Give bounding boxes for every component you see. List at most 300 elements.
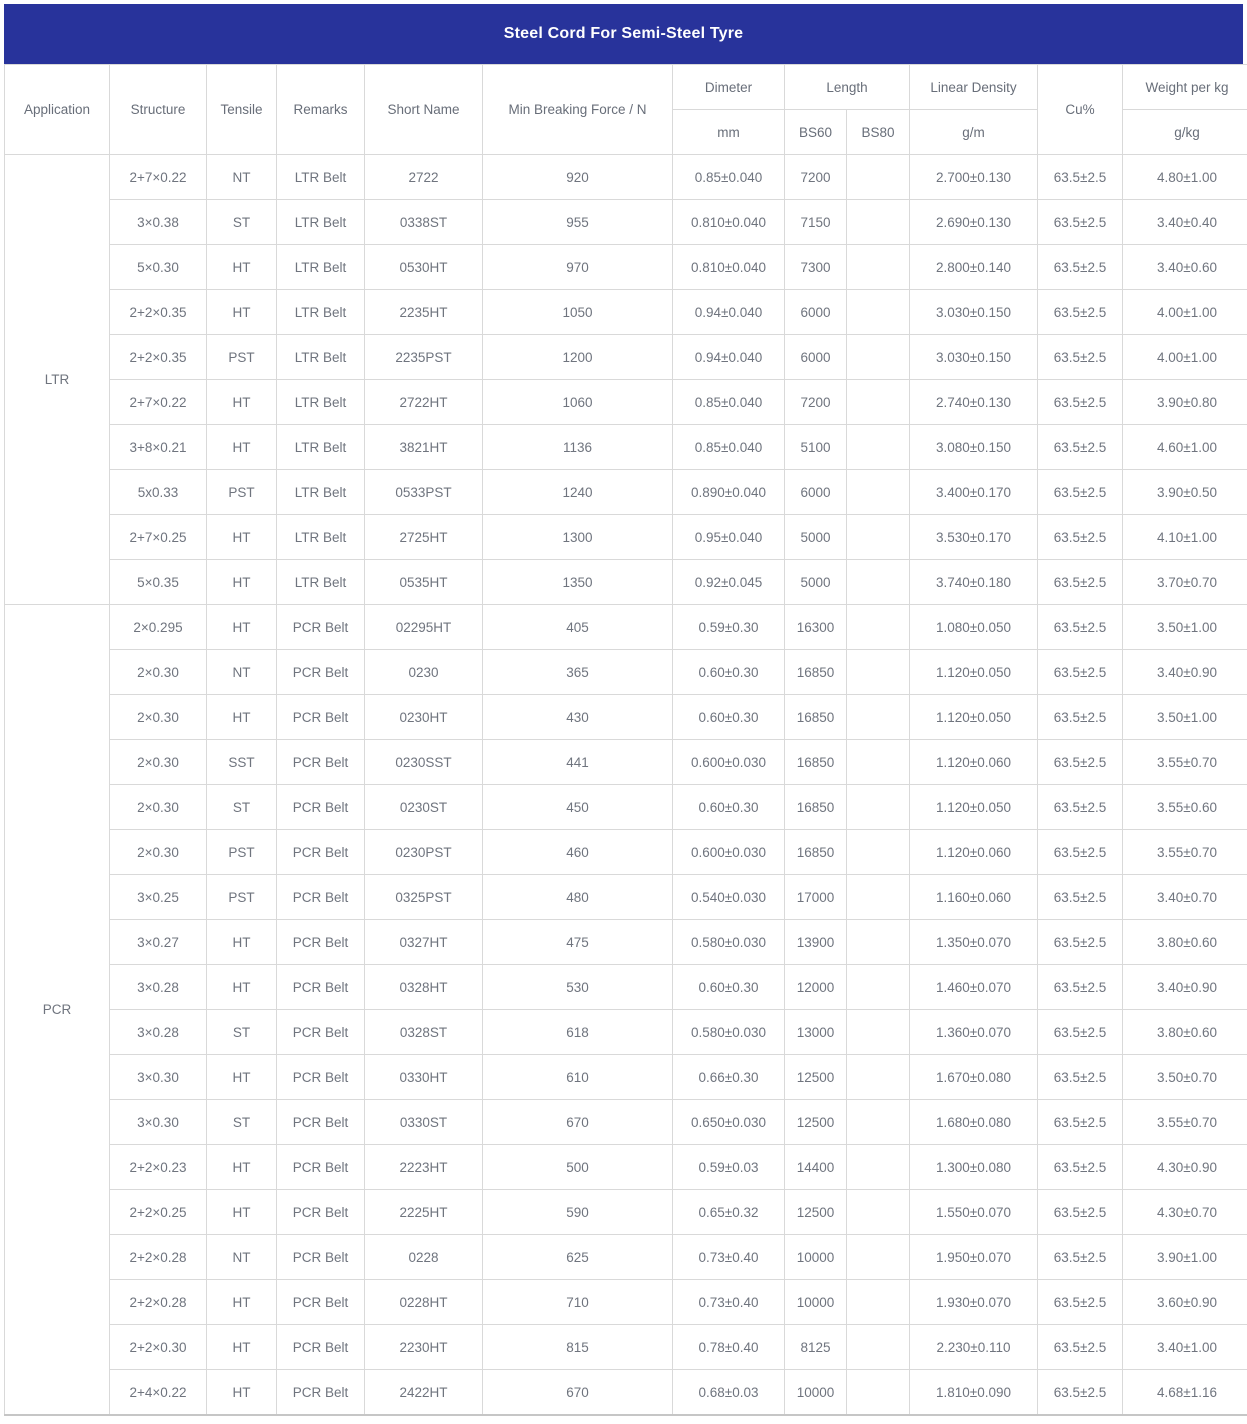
cell-structure: 5×0.35 (110, 560, 207, 605)
cell-tensile: HT (207, 425, 277, 470)
cell-short-name: 0230ST (365, 785, 483, 830)
cell-length-bs80 (847, 920, 910, 965)
cell-weight-per-kg: 4.30±0.70 (1123, 1190, 1247, 1235)
cell-cu-percent: 63.5±2.5 (1038, 380, 1123, 425)
cell-min-breaking-force: 441 (483, 740, 673, 785)
table-row (5, 425, 1247, 470)
cell-short-name: 2230HT (365, 1325, 483, 1370)
cell-length-bs80 (847, 1100, 910, 1145)
cell-diameter-mm: 0.580±0.030 (673, 1010, 785, 1055)
cell-weight-per-kg: 3.90±0.50 (1123, 470, 1247, 515)
cell-cu-percent: 63.5±2.5 (1038, 200, 1123, 245)
cell-cu-percent: 63.5±2.5 (1038, 830, 1123, 875)
cell-length-bs60: 8125 (785, 1325, 847, 1370)
cell-diameter-mm: 0.85±0.040 (673, 155, 785, 200)
cell-cu-percent: 63.5±2.5 (1038, 290, 1123, 335)
cell-diameter-mm: 0.78±0.40 (673, 1325, 785, 1370)
header-row-top (5, 65, 1247, 110)
cell-min-breaking-force: 610 (483, 1055, 673, 1100)
cell-short-name: 2235HT (365, 290, 483, 335)
cell-cu-percent: 63.5±2.5 (1038, 1100, 1123, 1145)
cell-cu-percent: 63.5±2.5 (1038, 1145, 1123, 1190)
cell-tensile: NT (207, 1235, 277, 1280)
cell-weight-per-kg: 3.40±0.40 (1123, 200, 1247, 245)
cell-short-name: 2223HT (365, 1145, 483, 1190)
cell-cu-percent: 63.5±2.5 (1038, 1235, 1123, 1280)
cell-tensile: ST (207, 1010, 277, 1055)
cell-weight-per-kg: 4.00±1.00 (1123, 290, 1247, 335)
cell-remarks: PCR Belt (277, 1145, 365, 1190)
cell-min-breaking-force: 920 (483, 155, 673, 200)
cell-tensile: HT (207, 1370, 277, 1416)
cell-length-bs60: 12500 (785, 1190, 847, 1235)
cell-short-name: 2722 (365, 155, 483, 200)
cell-remarks: LTR Belt (277, 290, 365, 335)
cell-length-bs80 (847, 155, 910, 200)
header-min-breaking-force: Min Breaking Force / N (483, 65, 673, 155)
cell-diameter-mm: 0.810±0.040 (673, 200, 785, 245)
cell-diameter-mm: 0.890±0.040 (673, 470, 785, 515)
cell-linear-density: 2.800±0.140 (910, 245, 1038, 290)
cell-tensile: HT (207, 1055, 277, 1100)
cell-linear-density: 3.030±0.150 (910, 290, 1038, 335)
cell-diameter-mm: 0.73±0.40 (673, 1280, 785, 1325)
header-tensile: Tensile (207, 65, 277, 155)
cell-diameter-mm: 0.600±0.030 (673, 830, 785, 875)
table-title: Steel Cord For Semi-Steel Tyre (504, 25, 744, 43)
cell-remarks: LTR Belt (277, 200, 365, 245)
cell-linear-density: 1.670±0.080 (910, 1055, 1038, 1100)
cell-weight-per-kg: 3.55±0.70 (1123, 1100, 1247, 1145)
table-title-banner (4, 4, 1243, 64)
cell-min-breaking-force: 530 (483, 965, 673, 1010)
cell-length-bs60: 16850 (785, 695, 847, 740)
cell-length-bs60: 16850 (785, 650, 847, 695)
cell-length-bs80 (847, 290, 910, 335)
cell-diameter-mm: 0.94±0.040 (673, 290, 785, 335)
cell-remarks: PCR Belt (277, 965, 365, 1010)
cell-structure: 2+7×0.22 (110, 380, 207, 425)
cell-length-bs60: 10000 (785, 1370, 847, 1416)
cell-min-breaking-force: 618 (483, 1010, 673, 1055)
cell-linear-density: 1.300±0.080 (910, 1145, 1038, 1190)
cell-remarks: PCR Belt (277, 1280, 365, 1325)
cell-short-name: 2725HT (365, 515, 483, 560)
cell-structure: 3×0.25 (110, 875, 207, 920)
cell-linear-density: 2.690±0.130 (910, 200, 1038, 245)
cell-linear-density: 1.680±0.080 (910, 1100, 1038, 1145)
table-row (5, 1235, 1247, 1280)
cell-cu-percent: 63.5±2.5 (1038, 1190, 1123, 1235)
cell-cu-percent: 63.5±2.5 (1038, 425, 1123, 470)
table-row (5, 920, 1247, 965)
cell-diameter-mm: 0.59±0.03 (673, 1145, 785, 1190)
cell-length-bs60: 16850 (785, 785, 847, 830)
cell-remarks: PCR Belt (277, 740, 365, 785)
cell-length-bs80 (847, 1235, 910, 1280)
cell-weight-per-kg: 3.80±0.60 (1123, 1010, 1247, 1055)
cell-structure: 2+7×0.25 (110, 515, 207, 560)
cell-cu-percent: 63.5±2.5 (1038, 920, 1123, 965)
table-row (5, 1190, 1247, 1235)
cell-length-bs80 (847, 380, 910, 425)
header-length: Length (785, 65, 910, 110)
header-length-bs60: BS60 (785, 110, 847, 155)
cell-cu-percent: 63.5±2.5 (1038, 245, 1123, 290)
cell-remarks: LTR Belt (277, 515, 365, 560)
cell-remarks: PCR Belt (277, 650, 365, 695)
table-row (5, 1280, 1247, 1325)
cell-tensile: NT (207, 650, 277, 695)
cell-linear-density: 2.230±0.110 (910, 1325, 1038, 1370)
table-row (5, 1370, 1247, 1416)
cell-length-bs60: 13000 (785, 1010, 847, 1055)
cell-length-bs80 (847, 695, 910, 740)
cell-length-bs60: 7200 (785, 380, 847, 425)
cell-weight-per-kg: 3.55±0.70 (1123, 830, 1247, 875)
cell-cu-percent: 63.5±2.5 (1038, 965, 1123, 1010)
cell-structure: 3×0.38 (110, 200, 207, 245)
cell-length-bs80 (847, 965, 910, 1010)
cell-cu-percent: 63.5±2.5 (1038, 740, 1123, 785)
cell-length-bs60: 7300 (785, 245, 847, 290)
cell-structure: 3×0.28 (110, 1010, 207, 1055)
cell-short-name: 0230PST (365, 830, 483, 875)
cell-structure: 2×0.30 (110, 695, 207, 740)
cell-linear-density: 1.120±0.050 (910, 785, 1038, 830)
cell-tensile: HT (207, 1145, 277, 1190)
cell-weight-per-kg: 3.60±0.90 (1123, 1280, 1247, 1325)
cell-weight-per-kg: 4.60±1.00 (1123, 425, 1247, 470)
table-row (5, 200, 1247, 245)
cell-linear-density: 1.950±0.070 (910, 1235, 1038, 1280)
cell-length-bs80 (847, 1010, 910, 1055)
cell-cu-percent: 63.5±2.5 (1038, 1370, 1123, 1416)
cell-length-bs60: 6000 (785, 290, 847, 335)
cell-min-breaking-force: 430 (483, 695, 673, 740)
cell-weight-per-kg: 3.50±1.00 (1123, 695, 1247, 740)
cell-tensile: HT (207, 1280, 277, 1325)
cell-tensile: HT (207, 245, 277, 290)
table-row (5, 560, 1247, 605)
cell-tensile: HT (207, 965, 277, 1010)
cell-linear-density: 1.930±0.070 (910, 1280, 1038, 1325)
cell-tensile: HT (207, 560, 277, 605)
cell-diameter-mm: 0.580±0.030 (673, 920, 785, 965)
cell-length-bs80 (847, 515, 910, 560)
cell-min-breaking-force: 625 (483, 1235, 673, 1280)
cell-remarks: LTR Belt (277, 560, 365, 605)
cell-cu-percent: 63.5±2.5 (1038, 695, 1123, 740)
table-row (5, 470, 1247, 515)
cell-diameter-mm: 0.60±0.30 (673, 785, 785, 830)
cell-diameter-mm: 0.810±0.040 (673, 245, 785, 290)
header-length-bs80: BS80 (847, 110, 910, 155)
table-row (5, 1100, 1247, 1145)
cell-structure: 2+2×0.35 (110, 290, 207, 335)
cell-short-name: 0533PST (365, 470, 483, 515)
cell-diameter-mm: 0.66±0.30 (673, 1055, 785, 1100)
cell-min-breaking-force: 500 (483, 1145, 673, 1190)
cell-length-bs80 (847, 200, 910, 245)
cell-weight-per-kg: 3.55±0.70 (1123, 740, 1247, 785)
cell-cu-percent: 63.5±2.5 (1038, 335, 1123, 380)
cell-remarks: LTR Belt (277, 380, 365, 425)
table-row (5, 1010, 1247, 1055)
cell-linear-density: 3.080±0.150 (910, 425, 1038, 470)
cell-structure: 3×0.28 (110, 965, 207, 1010)
cell-cu-percent: 63.5±2.5 (1038, 560, 1123, 605)
cell-length-bs80 (847, 785, 910, 830)
cell-structure: 2×0.30 (110, 830, 207, 875)
cell-length-bs80 (847, 1325, 910, 1370)
cell-length-bs60: 5000 (785, 560, 847, 605)
cell-weight-per-kg: 3.50±1.00 (1123, 605, 1247, 650)
cell-length-bs60: 12500 (785, 1055, 847, 1100)
cell-min-breaking-force: 590 (483, 1190, 673, 1235)
cell-cu-percent: 63.5±2.5 (1038, 470, 1123, 515)
cell-length-bs60: 12000 (785, 965, 847, 1010)
table-body (5, 155, 1247, 1416)
cell-weight-per-kg: 3.80±0.60 (1123, 920, 1247, 965)
cell-structure: 2+2×0.23 (110, 1145, 207, 1190)
cell-diameter-mm: 0.85±0.040 (673, 380, 785, 425)
cell-short-name: 0535HT (365, 560, 483, 605)
header-linear-density: Linear Density (910, 65, 1038, 110)
cell-short-name: 0228HT (365, 1280, 483, 1325)
cell-weight-per-kg: 3.40±0.60 (1123, 245, 1247, 290)
cell-min-breaking-force: 1050 (483, 290, 673, 335)
cell-min-breaking-force: 970 (483, 245, 673, 290)
cell-length-bs60: 10000 (785, 1280, 847, 1325)
cell-min-breaking-force: 670 (483, 1370, 673, 1416)
cell-min-breaking-force: 475 (483, 920, 673, 965)
cell-cu-percent: 63.5±2.5 (1038, 605, 1123, 650)
cell-diameter-mm: 0.600±0.030 (673, 740, 785, 785)
cell-short-name: 0328ST (365, 1010, 483, 1055)
cell-length-bs80 (847, 1190, 910, 1235)
cell-cu-percent: 63.5±2.5 (1038, 875, 1123, 920)
cell-linear-density: 1.460±0.070 (910, 965, 1038, 1010)
cell-diameter-mm: 0.73±0.40 (673, 1235, 785, 1280)
cell-length-bs80 (847, 425, 910, 470)
cell-cu-percent: 63.5±2.5 (1038, 650, 1123, 695)
cell-linear-density: 3.030±0.150 (910, 335, 1038, 380)
table-row (5, 245, 1247, 290)
cell-length-bs80 (847, 1055, 910, 1100)
cell-structure: 3+8×0.21 (110, 425, 207, 470)
table-row (5, 695, 1247, 740)
application-group-label: PCR (5, 605, 110, 1416)
cell-short-name: 0230 (365, 650, 483, 695)
cell-length-bs60: 13900 (785, 920, 847, 965)
cell-remarks: LTR Belt (277, 470, 365, 515)
cell-min-breaking-force: 955 (483, 200, 673, 245)
cell-diameter-mm: 0.94±0.040 (673, 335, 785, 380)
cell-min-breaking-force: 365 (483, 650, 673, 695)
cell-short-name: 0330ST (365, 1100, 483, 1145)
cell-remarks: PCR Belt (277, 605, 365, 650)
cell-diameter-mm: 0.65±0.32 (673, 1190, 785, 1235)
cell-remarks: PCR Belt (277, 1100, 365, 1145)
cell-length-bs80 (847, 245, 910, 290)
cell-linear-density: 3.400±0.170 (910, 470, 1038, 515)
cell-length-bs80 (847, 335, 910, 380)
header-cu-percent: Cu% (1038, 65, 1123, 155)
cell-diameter-mm: 0.650±0.030 (673, 1100, 785, 1145)
cell-length-bs80 (847, 470, 910, 515)
cell-structure: 5x0.33 (110, 470, 207, 515)
cell-remarks: PCR Belt (277, 1235, 365, 1280)
cell-min-breaking-force: 815 (483, 1325, 673, 1370)
header-linear-density-unit: g/m (910, 110, 1038, 155)
cell-diameter-mm: 0.68±0.03 (673, 1370, 785, 1416)
cell-short-name: 0328HT (365, 965, 483, 1010)
table-row (5, 155, 1247, 200)
cell-min-breaking-force: 1136 (483, 425, 673, 470)
cell-min-breaking-force: 1060 (483, 380, 673, 425)
cell-short-name: 0228 (365, 1235, 483, 1280)
cell-length-bs80 (847, 605, 910, 650)
cell-length-bs80 (847, 830, 910, 875)
cell-weight-per-kg: 3.90±1.00 (1123, 1235, 1247, 1280)
cell-tensile: NT (207, 155, 277, 200)
cell-structure: 2+2×0.35 (110, 335, 207, 380)
cell-remarks: PCR Belt (277, 830, 365, 875)
cell-linear-density: 3.740±0.180 (910, 560, 1038, 605)
application-group-label: LTR (5, 155, 110, 605)
cell-tensile: HT (207, 380, 277, 425)
cell-min-breaking-force: 450 (483, 785, 673, 830)
cell-linear-density: 1.350±0.070 (910, 920, 1038, 965)
cell-linear-density: 3.530±0.170 (910, 515, 1038, 560)
cell-weight-per-kg: 3.40±0.90 (1123, 965, 1247, 1010)
header-dimeter: Dimeter (673, 65, 785, 110)
cell-structure: 5×0.30 (110, 245, 207, 290)
cell-structure: 2+7×0.22 (110, 155, 207, 200)
cell-length-bs80 (847, 875, 910, 920)
cell-tensile: SST (207, 740, 277, 785)
cell-length-bs60: 7200 (785, 155, 847, 200)
cell-min-breaking-force: 710 (483, 1280, 673, 1325)
cell-length-bs60: 17000 (785, 875, 847, 920)
cell-length-bs60: 6000 (785, 470, 847, 515)
cell-length-bs80 (847, 1370, 910, 1416)
cell-remarks: PCR Belt (277, 875, 365, 920)
cell-short-name: 0325PST (365, 875, 483, 920)
cell-structure: 2+2×0.25 (110, 1190, 207, 1235)
cell-diameter-mm: 0.92±0.045 (673, 560, 785, 605)
cell-linear-density: 1.810±0.090 (910, 1370, 1038, 1416)
cell-remarks: PCR Belt (277, 785, 365, 830)
cell-min-breaking-force: 670 (483, 1100, 673, 1145)
table-row (5, 830, 1247, 875)
cell-linear-density: 1.550±0.070 (910, 1190, 1038, 1235)
table-row (5, 1145, 1247, 1190)
cell-tensile: ST (207, 200, 277, 245)
cell-short-name: 0230SST (365, 740, 483, 785)
cell-length-bs80 (847, 1280, 910, 1325)
header-remarks: Remarks (277, 65, 365, 155)
table-row (5, 290, 1247, 335)
cell-min-breaking-force: 1240 (483, 470, 673, 515)
cell-diameter-mm: 0.540±0.030 (673, 875, 785, 920)
cell-diameter-mm: 0.60±0.30 (673, 695, 785, 740)
cell-short-name: 0530HT (365, 245, 483, 290)
cell-short-name: 0338ST (365, 200, 483, 245)
cell-weight-per-kg: 4.30±0.90 (1123, 1145, 1247, 1190)
cell-diameter-mm: 0.59±0.30 (673, 605, 785, 650)
cell-min-breaking-force: 1300 (483, 515, 673, 560)
cell-tensile: PST (207, 875, 277, 920)
cell-length-bs80 (847, 740, 910, 785)
cell-structure: 2×0.295 (110, 605, 207, 650)
cell-structure: 3×0.30 (110, 1100, 207, 1145)
cell-weight-per-kg: 3.50±0.70 (1123, 1055, 1247, 1100)
table-row (5, 1325, 1247, 1370)
cell-linear-density: 1.120±0.050 (910, 695, 1038, 740)
cell-structure: 2×0.30 (110, 740, 207, 785)
cell-short-name: 02295HT (365, 605, 483, 650)
cell-cu-percent: 63.5±2.5 (1038, 155, 1123, 200)
cell-cu-percent: 63.5±2.5 (1038, 785, 1123, 830)
cell-linear-density: 1.120±0.060 (910, 830, 1038, 875)
cell-short-name: 2235PST (365, 335, 483, 380)
cell-linear-density: 1.160±0.060 (910, 875, 1038, 920)
table-row (5, 380, 1247, 425)
cell-tensile: HT (207, 695, 277, 740)
cell-cu-percent: 63.5±2.5 (1038, 1325, 1123, 1370)
cell-cu-percent: 63.5±2.5 (1038, 1280, 1123, 1325)
cell-tensile: PST (207, 335, 277, 380)
table-header (5, 65, 1247, 155)
steel-cord-spec-table (4, 64, 1247, 1416)
cell-length-bs60: 16850 (785, 830, 847, 875)
cell-weight-per-kg: 3.55±0.60 (1123, 785, 1247, 830)
cell-tensile: HT (207, 515, 277, 560)
cell-structure: 3×0.30 (110, 1055, 207, 1100)
header-weight-per-kg: Weight per kg (1123, 65, 1247, 110)
cell-diameter-mm: 0.60±0.30 (673, 650, 785, 695)
header-dimeter-unit: mm (673, 110, 785, 155)
cell-short-name: 2225HT (365, 1190, 483, 1235)
cell-remarks: PCR Belt (277, 695, 365, 740)
cell-tensile: HT (207, 1190, 277, 1235)
cell-weight-per-kg: 3.90±0.80 (1123, 380, 1247, 425)
cell-linear-density: 1.120±0.060 (910, 740, 1038, 785)
table-row (5, 740, 1247, 785)
cell-linear-density: 1.120±0.050 (910, 650, 1038, 695)
cell-diameter-mm: 0.95±0.040 (673, 515, 785, 560)
table-row (5, 1055, 1247, 1100)
cell-length-bs60: 5000 (785, 515, 847, 560)
cell-diameter-mm: 0.85±0.040 (673, 425, 785, 470)
cell-short-name: 0230HT (365, 695, 483, 740)
cell-length-bs80 (847, 560, 910, 605)
cell-length-bs80 (847, 1145, 910, 1190)
cell-remarks: PCR Belt (277, 920, 365, 965)
cell-remarks: PCR Belt (277, 1370, 365, 1416)
header-short-name: Short Name (365, 65, 483, 155)
cell-linear-density: 1.080±0.050 (910, 605, 1038, 650)
cell-structure: 2+2×0.28 (110, 1280, 207, 1325)
cell-remarks: LTR Belt (277, 335, 365, 380)
cell-min-breaking-force: 480 (483, 875, 673, 920)
cell-structure: 2×0.30 (110, 650, 207, 695)
cell-length-bs80 (847, 650, 910, 695)
cell-length-bs60: 10000 (785, 1235, 847, 1280)
cell-remarks: LTR Belt (277, 245, 365, 290)
